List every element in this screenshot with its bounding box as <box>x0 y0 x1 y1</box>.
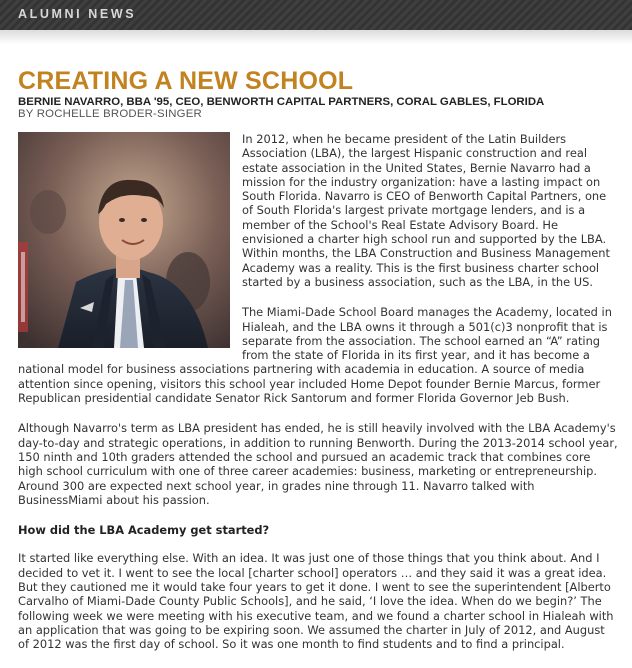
interview-question: How did the LBA Academy get started? <box>18 523 270 538</box>
interview-answer: It started like everything else. With an idea. It was just one of those things that you think about. And I decided to vet it. I went to see the local [charter school] operators … and they said it was a great idea. But they cautioned me it would take four years to get it done. I went to see the superintendent [Alberto Carvalho of Miami-Dade County Public Schools], and he said, ‘I love the idea. When do we begin?’ The following week we were meeting with his executive team, and we found a charter school in Hialeah with an application that was going to be expiring soon. We assumed the charter in July of 2012, and August of 2012 was the first day of school. So it was one month to find students and to find a principal. <box>18 551 614 652</box>
section-banner <box>0 0 632 30</box>
article-paragraph-1: In 2012, when he became president of the Latin Builders Association (LBA), the largest Hispanic construction and real estate association in the United States, Bernie Navarro had a mission for the industry organization: have a lasting impact on South Florida. Navarro is CEO of Benworth Capital Partners, one of South Florida's largest private mortgage lenders, and is a member of the School's Real Estate Advisory Board. He envisioned a charter high school run and supported by the LBA. Within months, the LBA Construction and Business Management Academy was a reality. This is the first business charter school started by a business association, such as the LBA, in the US. <box>242 132 610 289</box>
portrait-photo <box>18 132 230 348</box>
article-paragraph-3: Although Navarro's term as LBA president has ended, he is still heavily involved with the LBA Academy's day-to-day and strategic operations, in addition to running Benworth. During the 2013-2014 school year, 150 ninth and 10th graders attended the school and pursued an academic track that combines core high school curriculum with one of three career academies: business, marketing or entrepreneurship. Around 300 are expected next school year, in grades nine through 11. Navarro talked with BusinessMiami about his passion. <box>18 421 618 507</box>
banner-divider <box>0 30 632 44</box>
article-subhead: BERNIE NAVARRO, BBA '95, CEO, BENWORTH CAPITAL PARTNERS, CORAL GABLES, FLORIDA <box>18 96 545 108</box>
article-headline: CREATING A NEW SCHOOL <box>18 67 354 95</box>
article-paragraph-2: The Miami-Dade School Board manages the Academy, located in Hialeah, and the LBA owns it through a 501(c)3 nonprofit that is separate from the association. The school earned an “A” rating from the state of Florida in its first year, and it has become a national model for business associations partnering with academia in education. A source of media attention since opening, visitors this school year included Home Depot founder Bernie Marcus, former Republican presidential candidate Senator Rick Santorum and former Florida Governor Jeb Bush. <box>18 305 612 406</box>
article-byline: BY ROCHELLE BRODER-SINGER <box>18 108 202 120</box>
portrait-illustration <box>18 132 230 348</box>
section-title: ALUMNI NEWS <box>18 7 137 21</box>
article <box>18 66 618 668</box>
